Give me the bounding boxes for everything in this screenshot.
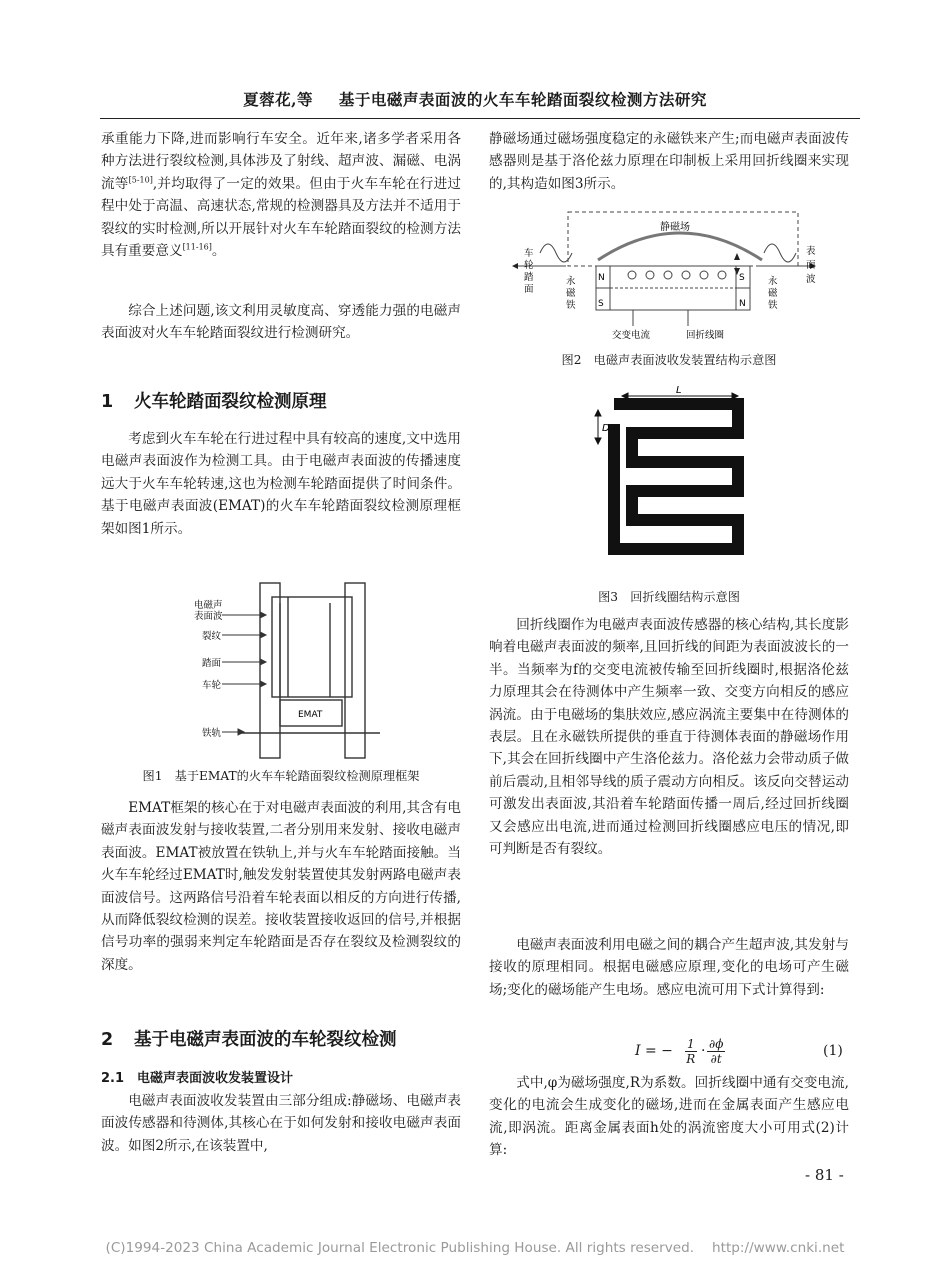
equation-number: (1) xyxy=(823,1043,843,1059)
paragraph-text: 静磁场通过磁场强度稳定的永磁铁来产生;而电磁声表面波传感器则是基于洛伦兹力原理在印制板上采用回折线圈来实现的,其构造如图3所示。 xyxy=(489,131,849,192)
text-span: 。 xyxy=(211,243,226,260)
section-number: 1 xyxy=(101,392,114,412)
figure-2-caption: 图2 电磁声表面波收发装置结构示意图 xyxy=(561,353,777,367)
label-tread: 踏面 xyxy=(202,658,222,669)
label-magnet-left: 铁 xyxy=(566,300,576,311)
wheel-right-frame xyxy=(345,583,365,758)
section-title: 基于电磁声表面波的车轮裂纹检测 xyxy=(134,1030,397,1050)
label-magnet-left: 磁 xyxy=(566,288,576,299)
section-title: 火车轮踏面裂纹检测原理 xyxy=(134,392,327,412)
paragraph-text: 电磁声表面波利用电磁之间的耦合产生超声波,其发射与接收的原理相同。根据电磁感应原理,变化的电场可产生磁场;变化的磁场能产生电场。感应电流可用下式计算得到: xyxy=(489,937,849,998)
label-wheel: 车轮 xyxy=(202,680,222,691)
running-header xyxy=(0,88,950,110)
left-paragraph-5 xyxy=(101,1090,461,1157)
section-1-heading xyxy=(101,388,327,413)
header-authors: 夏蓉花,等 xyxy=(243,90,314,109)
section-2-heading xyxy=(101,1026,397,1051)
left-paragraph-4 xyxy=(101,797,461,976)
header-title: 基于电磁声表面波的火车车轮踏面裂纹检测方法研究 xyxy=(338,90,707,109)
label-north-right: N xyxy=(739,299,746,309)
page-number: - 81 - xyxy=(805,1166,844,1184)
paragraph-text: 回折线圈作为电磁声表面波传感器的核心结构,其长度影响着电磁声表面波的频率,且回折线的间距为表面波波长的一半。当频率为f的交变电流被传输至回折线圈时,根据洛伦兹力原理其会在待测体中产生频率一致、交变方向相反的感应涡流。由于电磁场的集肤效应,感应涡流主要集中在待测体的表层。且在永磁铁所提供的垂直于待测体表面的静磁场作用下,其会在回折线圈中产生洛伦兹力。洛伦兹力会带动质子做前后震动,且相邻导线的质子震动方向相反。该反向交替运动可激发出表面波,其沿着车轮踏面传播一周后,经过回折线圈又会感应出电流,进而通过检测回折线圈感应电压的情况,即可判断是否有裂纹。 xyxy=(489,617,849,858)
label-left-axis: 轮 xyxy=(524,260,534,271)
equation-fraction-2 xyxy=(707,1037,725,1066)
figure-3-caption: 图3 回折线圈结构示意图 xyxy=(598,590,740,604)
left-paragraph-2 xyxy=(101,300,461,345)
right-paragraph-3 xyxy=(489,934,849,1001)
label-magnet-right: 铁 xyxy=(768,300,778,311)
wave-left xyxy=(540,244,572,262)
text-span: ,并均取得了一定的效果。但由于火车车轮在行进过程中处于高温、高速状态,常规的检测器具及方法并不适用于裂纹的实时检测,所以开展针对火车车轮踏面裂纹的检测方法具有重要意义 xyxy=(101,175,461,260)
label-magnet-right: 永 xyxy=(768,276,778,287)
section-number: 2 xyxy=(101,1030,114,1050)
label-ac-current: 交变电流 xyxy=(612,330,651,341)
numerator: ∂ϕ xyxy=(709,1037,724,1051)
paragraph-text: 综合上述问题,该文利用灵敏度高、穿透能力强的电磁声表面波对火车车轮踏面裂纹进行检测研究。 xyxy=(101,303,461,342)
citation-ref: [11-16] xyxy=(182,242,212,252)
label-magnet-right: 磁 xyxy=(768,288,778,299)
label-wave-2: 表面波 xyxy=(194,611,223,622)
denominator: R xyxy=(686,1052,696,1066)
subsection-2-1-heading: 2.1 电磁声表面波收发装置设计 xyxy=(101,1071,294,1086)
figure-1-diagram xyxy=(180,575,400,765)
equation-fraction-1 xyxy=(685,1037,697,1066)
label-south-left: S xyxy=(598,299,604,309)
denominator: ∂t xyxy=(710,1052,722,1066)
figure-2-diagram xyxy=(510,208,830,346)
equation-lhs: I = − xyxy=(635,1043,673,1059)
right-paragraph-2 xyxy=(489,614,849,860)
meander-coil xyxy=(614,404,738,549)
paragraph-text: 考虑到火车车轮在行进过程中具有较高的速度,文中选用电磁声表面波作为检测工具。由于电磁声表面波的传播速度远大于火车车轮转速,这也为检测车轮踏面提供了时间条件。基于电磁声表面波(EMAT)的火车车轮踏面裂纹检测原理框架如图1所示。 xyxy=(101,431,461,537)
paragraph-text: EMAT框架的核心在于对电磁声表面波的利用,其含有电磁声表面波发射与接收装置,二者分别用来发射、接收电磁声表面波。EMAT被放置在铁轨上,并与火车车轮踏面接触。当火车车轮经过EMAT时,触发发射装置使其发射两路电磁声表面波信号。这两路信号沿着车轮表面以相反的方向进行传播,从而降低裂纹检测的误差。接收装置接收返回的信号,并根据信号功率的强弱来判定车轮踏面是否存在裂纹及检测裂纹的深度。 xyxy=(101,800,461,973)
left-paragraph-1 xyxy=(101,128,461,262)
wheel-left-frame xyxy=(260,583,280,758)
figure-3-diagram xyxy=(592,384,752,584)
label-magnet-left: 永 xyxy=(566,276,576,287)
label-crack: 裂纹 xyxy=(202,631,222,642)
label-length: L xyxy=(676,385,682,396)
label-coil: 回折线圈 xyxy=(686,330,725,341)
paragraph-text: 式中,φ为磁场强度,R为系数。回折线圈中通有交变电流,变化的电流会生成变化的磁场,进而在金属表面产生感应电流,即涡流。距离金属表面h处的涡流密度大小可用式(2)计算: xyxy=(489,1075,849,1159)
label-right-axis: 表 xyxy=(806,246,816,257)
label-static-field: 静磁场 xyxy=(660,222,690,233)
label-right-axis: 面 xyxy=(806,260,816,271)
label-emat: EMAT xyxy=(298,710,323,720)
label-rail: 铁轨 xyxy=(202,728,222,739)
copyright-footer: (C)1994-2023 China Academic Journal Electronic Publishing House. All rights reserved. http://www.cnki.net xyxy=(105,1240,845,1256)
equation-1: I = − $\frac{1}{R}$ · $\frac{\partial\phi}{\partial t}$ (1) xyxy=(635,1037,843,1066)
label-spacing: D xyxy=(602,423,610,434)
label-south-right: S xyxy=(739,273,745,283)
label-left-axis: 踏 xyxy=(524,272,534,283)
right-paragraph-1 xyxy=(489,128,849,195)
text-span: 承重能力下降,进而影响行车安全。近年来,诸多学者采用各种方法进行裂纹检测,具体涉及了射线、超声波、漏磁、电涡流等 xyxy=(101,131,461,192)
citation-ref: [5-10] xyxy=(128,175,153,185)
label-north-left: N xyxy=(598,273,605,283)
paragraph-text: 电磁声表面波收发装置由三部分组成:静磁场、电磁声表面波传感器和待测体,其核心在于如何发射和接收电磁声表面波。如图2所示,在该装置中, xyxy=(101,1093,461,1154)
wheel-inner xyxy=(272,597,352,697)
header-rule xyxy=(100,118,860,119)
label-wave: 电磁声 xyxy=(194,600,223,611)
wave-right xyxy=(764,244,796,262)
numerator: 1 xyxy=(687,1037,695,1051)
label-left-axis: 车 xyxy=(524,248,534,259)
label-right-axis: 波 xyxy=(806,274,816,285)
left-paragraph-3 xyxy=(101,428,461,540)
right-paragraph-4 xyxy=(489,1072,849,1162)
figure-1-caption: 图1 基于EMAT的火车车轮踏面裂纹检测原理框架 xyxy=(142,769,420,783)
label-left-axis: 面 xyxy=(524,284,534,295)
